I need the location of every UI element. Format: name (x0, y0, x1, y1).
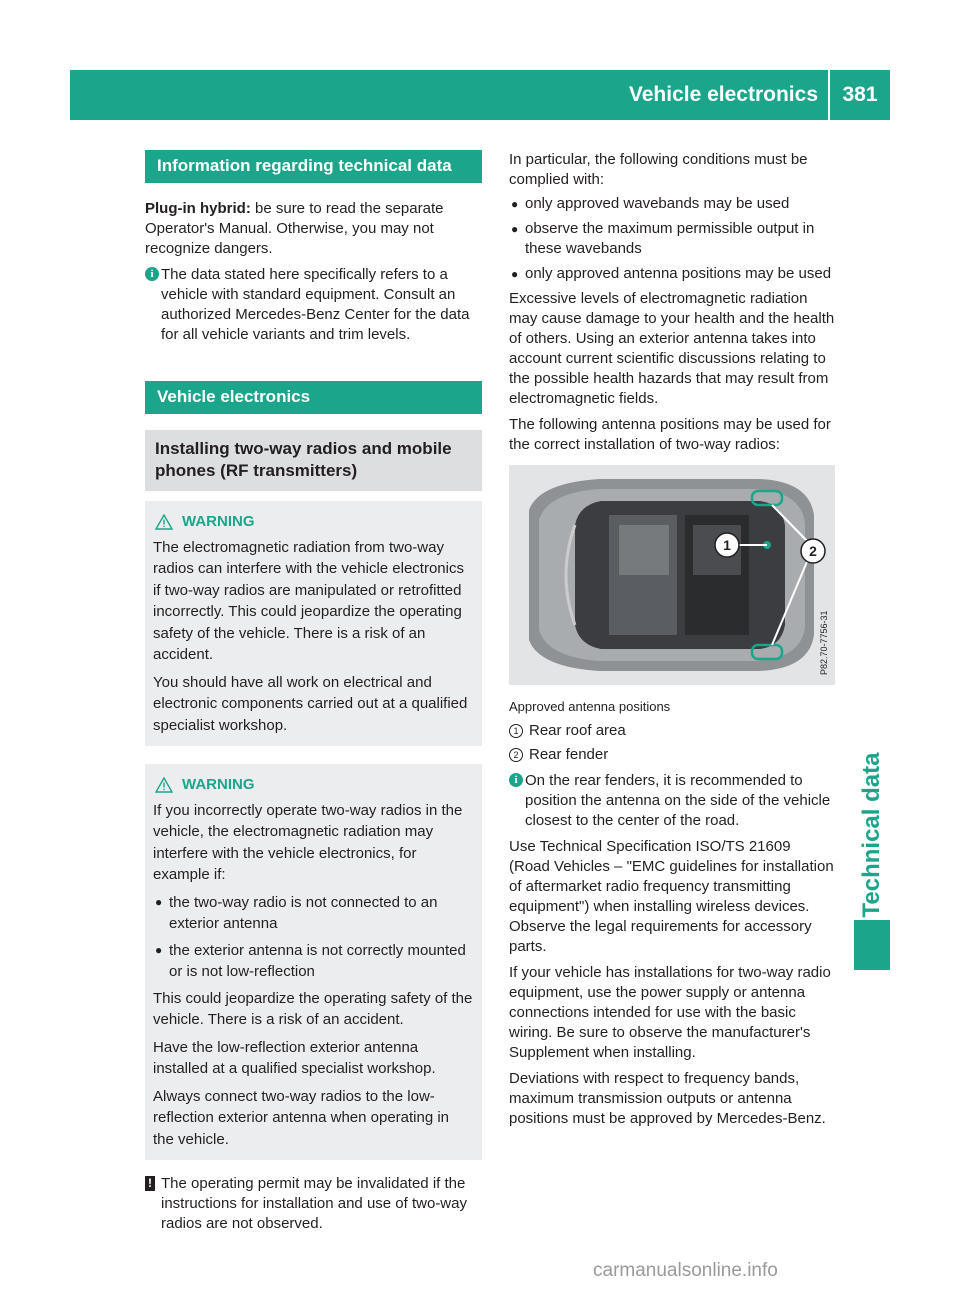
figure-caption: Approved antenna positions (509, 699, 671, 714)
warning-triangle-icon (155, 777, 173, 793)
warning-box-1 (145, 501, 482, 746)
section-heading-vehicle-electronics: Vehicle electronics (145, 381, 482, 414)
conditions-intro: In particular, the following conditions must be complied with: (509, 151, 808, 188)
header-divider (828, 70, 830, 120)
warning2-text: If you incorrectly operate two-way radios in the vehicle, the electromagnetic radiation may interfere with the vehicle electronics, for example if: (153, 801, 463, 883)
legend-number: 2 (509, 748, 523, 762)
page-number: 381 (842, 83, 878, 106)
info-note-text: The data stated here specifically refers to a vehicle with standard equipment. Consult an authorized Mercedes-Benz Center for the data for all vehicle variants and trim levels. (161, 266, 470, 343)
bullet-icon: ● (511, 267, 519, 281)
plugin-paragraph (145, 199, 482, 259)
deviations-paragraph: Deviations with respect to frequency bands, maximum transmission outputs or antenna positions must be approved by Mercedes-Benz. (509, 1070, 826, 1127)
antenna-positions-figure (509, 465, 835, 685)
warning2-text-4: Always connect two-way radios to the low-reflection exterior antenna when operating in the vehicle. (153, 1087, 450, 1148)
car-top-view-illustration (509, 465, 835, 685)
warning-title: WARNING (153, 774, 474, 796)
radiation-paragraph: Excessive levels of electromagnetic radiation may cause damage to your health and the health of others. Using an exterior antenna takes into account current scientific discussions relating to the possible health hazards that may result from electromagnetic fields. (509, 290, 835, 407)
caution-note (145, 1174, 482, 1234)
right-column (509, 150, 835, 1135)
subheading-two-way-radios: Installing two-way radios and mobile phones (RF transmitters) (145, 430, 482, 491)
warning2-text-3: Have the low-reflection exterior antenna installed at a qualified specialist workshop. (153, 1038, 436, 1077)
section-heading-technical-data: Information regarding technical data (145, 150, 482, 183)
page-header (70, 70, 890, 120)
list-item: ● only approved antenna positions may be used (511, 265, 832, 282)
bullet-icon: ● (511, 222, 519, 236)
side-tab-label: Technical data (858, 752, 885, 918)
info-icon: i (509, 773, 523, 787)
info-note-text: On the rear fenders, it is recommended to position the antenna on the side of the vehicle closest to the center of the road. (525, 772, 831, 829)
figure-code: P82.70-7756-31 (819, 610, 829, 675)
exclamation-icon: ! (145, 1176, 155, 1191)
legend-item (509, 721, 835, 741)
warning-triangle-icon (155, 514, 173, 530)
legend-item (509, 745, 835, 765)
bullet-icon: ● (155, 942, 163, 957)
bullet-icon: ● (155, 894, 163, 909)
figure-callout-1: 1 (723, 537, 731, 553)
bullet-icon: ● (511, 197, 519, 211)
side-tab-marker (854, 920, 890, 970)
caution-note-text: The operating permit may be invalidated if the instructions for installation and use of two-way radios are not observed. (161, 1175, 467, 1232)
legend-text: Rear roof area (529, 722, 626, 739)
left-column (145, 150, 482, 1240)
installation-paragraph: If your vehicle has installations for two-way radio equipment, use the power supply or antenna connections intended for use with the basic wiring. Be sure to observe the manufacturer's Supplement when installing. (509, 964, 831, 1061)
list-item: ● only approved wavebands may be used (511, 195, 790, 212)
list-item: ● observe the maximum permissible output in these wavebands (511, 220, 815, 257)
plugin-text: be sure to read the separate Operator's Manual. Otherwise, you may not recognize dangers. (145, 200, 444, 257)
warning1-text-2: You should have all work on electrical and electronic components carried out at a qualified specialist workshop. (153, 673, 468, 734)
legend-number: 1 (509, 724, 523, 738)
info-note (509, 771, 835, 831)
warning1-text: The electromagnetic radiation from two-way radios can interfere with the vehicle electronics if two-way radios are manipulated or retrofitted incorrectly. This could jeopardize the operating safety of the vehicle. There is a risk of an accident. (153, 538, 464, 663)
warning-title: WARNING (153, 511, 474, 533)
list-item: ● the exterior antenna is not correctly mounted or is not low-reflection (155, 941, 466, 980)
plugin-label: Plug-in hybrid: (145, 200, 251, 217)
figure-callout-2: 2 (809, 543, 817, 559)
legend-text: Rear fender (529, 746, 609, 763)
header-title: Vehicle electronics (628, 83, 818, 106)
list-item: ● the two-way radio is not connected to an exterior antenna (155, 893, 438, 932)
info-note (145, 265, 482, 345)
iso-paragraph: Use Technical Specification ISO/TS 21609 (Road Vehicles – "EMC guidelines for installation of aftermarket radio frequency transmitting equipment") when installing wireless devices. Observe the legal requirements for accessory parts. (509, 838, 834, 955)
warning2-text-2: This could jeopardize the operating safety of the vehicle. There is a risk of an accident. (153, 989, 473, 1028)
info-icon: i (145, 267, 159, 281)
antenna-positions-intro: The following antenna positions may be used for the correct installation of two-way radios: (509, 416, 831, 453)
watermark: carmanualsonline.info (593, 1260, 778, 1281)
warning-box-2 (145, 764, 482, 1160)
